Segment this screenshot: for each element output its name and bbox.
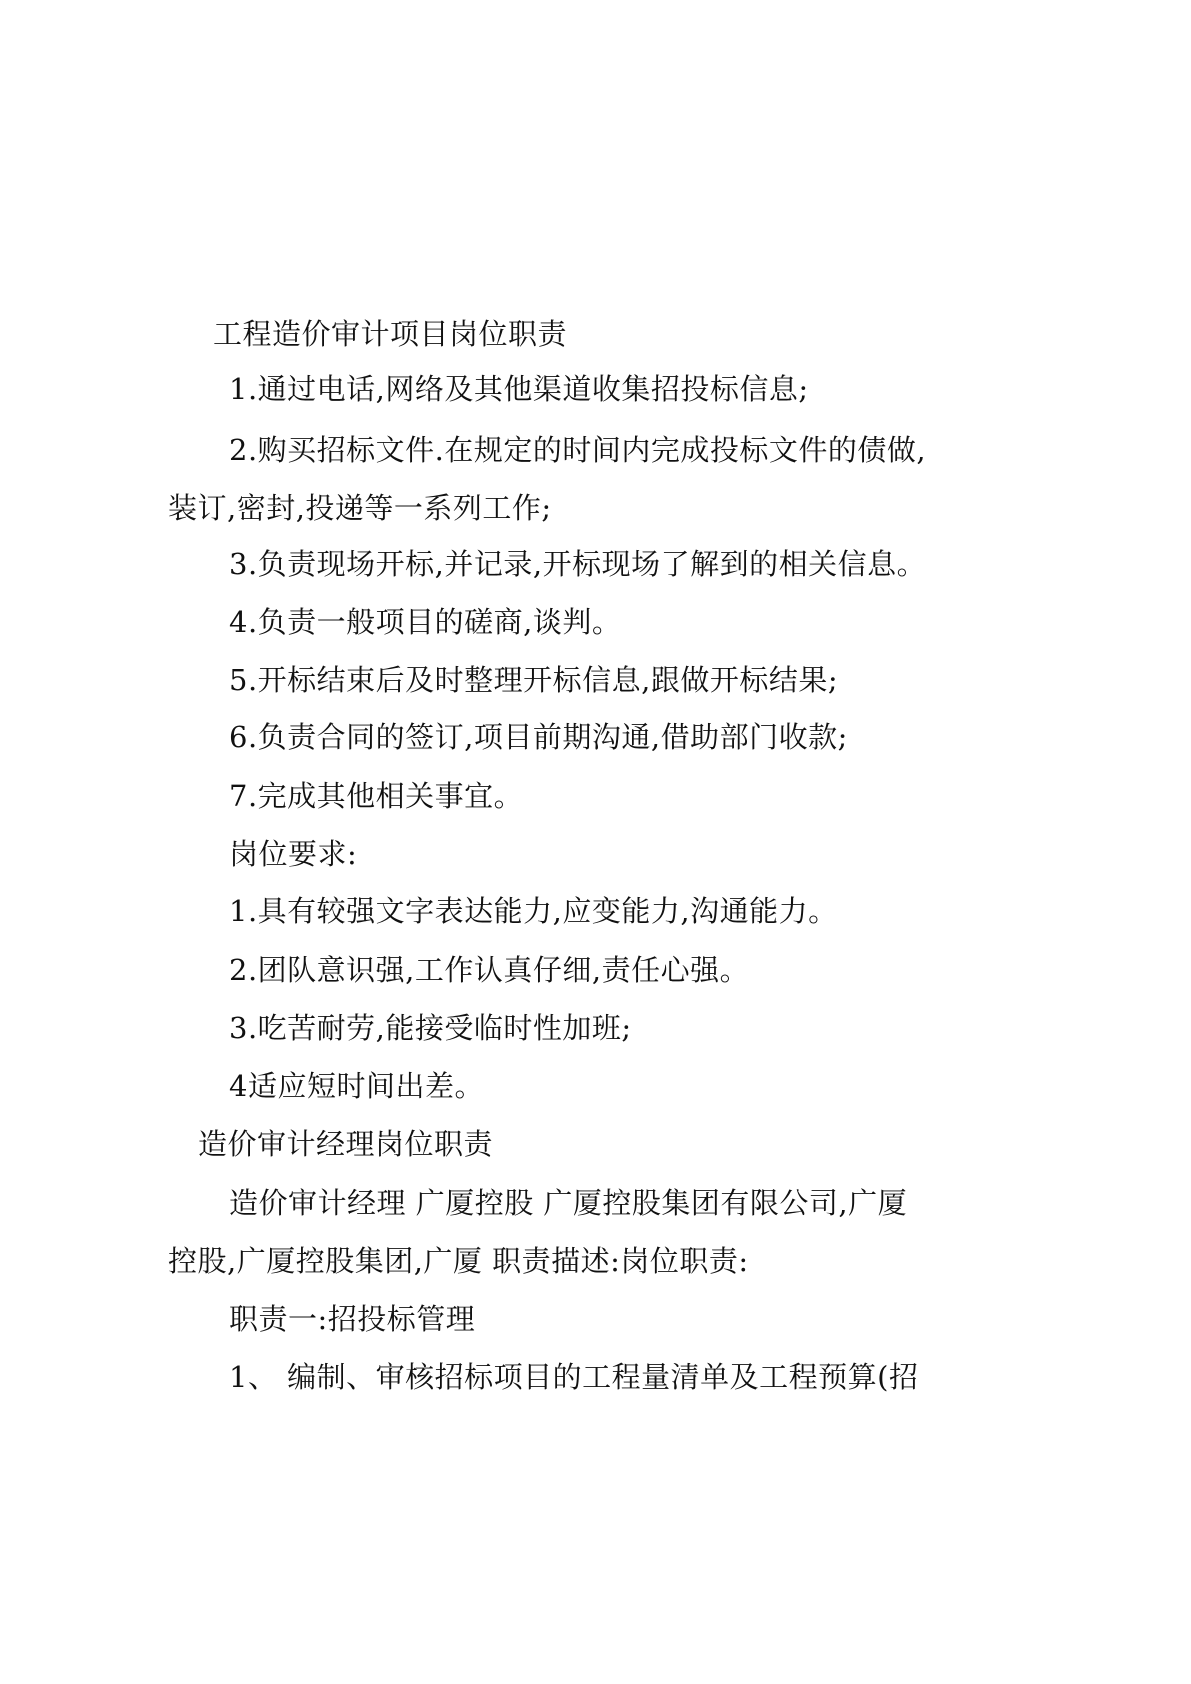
requirement-item: 1.具有较强文字表达能力,应变能力,沟通能力。 (229, 894, 838, 928)
duty-item: 7.完成其他相关事宜。 (229, 779, 524, 813)
duty-item: 2.购买招标文件.在规定的时间内完成投标文件的债做, (229, 433, 927, 467)
duty-item: 5.开标结束后及时整理开标信息,跟做开标结果; (229, 663, 839, 697)
subsection-heading: 职责一:招投标管理 (229, 1302, 476, 1336)
paragraph-line-continuation: 控股,广厦控股集团,广厦 职责描述:岗位职责: (168, 1244, 749, 1278)
requirement-item: 3.吃苦耐劳,能接受临时性加班; (229, 1011, 632, 1045)
duty-item: 6.负责合同的签订,项目前期沟通,借助部门收款; (229, 720, 848, 754)
duty-item: 1.通过电话,网络及其他渠道收集招投标信息; (229, 372, 809, 406)
requirements-heading: 岗位要求: (229, 837, 358, 871)
requirement-item: 2.团队意识强,工作认真仔细,责任心强。 (229, 953, 750, 987)
duty-item: 3.负责现场开标,并记录,开标现场了解到的相关信息。 (229, 547, 927, 581)
duty-item-continuation: 装订,密封,投递等一系列工作; (168, 491, 552, 525)
paragraph-line: 造价审计经理 广厦控股 广厦控股集团有限公司,广厦 (229, 1186, 908, 1220)
section-heading: 造价审计经理岗位职责 (198, 1127, 494, 1161)
duty-item: 4.负责一般项目的磋商,谈判。 (229, 605, 622, 639)
section-heading: 工程造价审计项目岗位职责 (213, 317, 568, 351)
requirement-item: 4适应短时间出差。 (229, 1069, 484, 1103)
paragraph-line: 1、 编制、审核招标项目的工程量清单及工程预算(招 (229, 1360, 919, 1394)
